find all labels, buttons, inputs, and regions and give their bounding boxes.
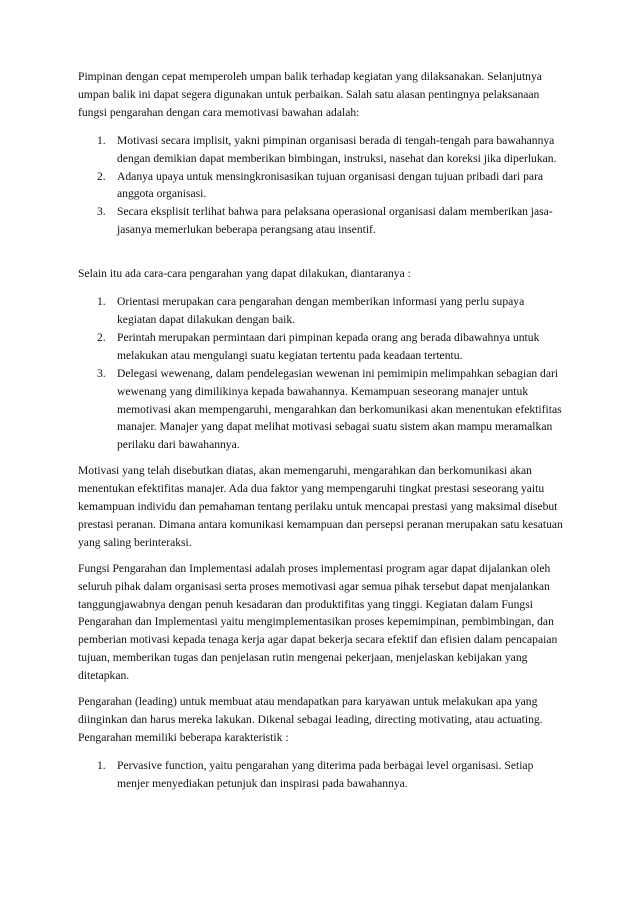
paragraph-5: Pengarahan (leading) untuk membuat atau mendapatkan para karyawan untuk melakukan apa yang diinginkan dan harus mereka lakukan. Dikenal sebagai leading, directing motivating, atau actuating. Pengarahan memiliki beberapa karakteristik : [78, 695, 543, 744]
list-number: 1. [97, 758, 106, 772]
list-3 [78, 757, 564, 793]
list-1-item-3 [78, 203, 564, 239]
list-item-text: Adanya upaya untuk mensingkronisasikan tujuan organisasi dengan tujuan pribadi dari para anggota organisasi. [117, 169, 544, 201]
list-item-text: Delegasi wewenang, dalam pendelegasian wewenan ini pemimipin melimpahkan sebagian dari wewenang yang dimilikinya kepada bawahannya. Kemampuan seseorang manajer untuk memotivasi akan mempengaruhi, mengarahkan dan berkomunikasi akan menentukan efektifitas manajer. Manajer yang dapat melihat motivasi sebagai suatu sistem akan mampu meramalkan perilaku dari bawahannya. [117, 366, 562, 452]
paragraph-1: Pimpinan dengan cepat memperoleh umpan balik terhadap kegiatan yang dilaksanakan. Selanjutnya umpan balik ini dapat segera digunakan untuk perbaikan. Salah satu alasan pentingnya pelaksanaan fungsi pengarahan dengan cara memotivasi bawahan adalah: [78, 70, 542, 119]
list-number: 3. [97, 366, 106, 380]
list-2 [78, 293, 564, 454]
list-number: 3. [97, 205, 106, 219]
list-item-text: Orientasi merupakan cara pengarahan dengan memberikan informasi yang perlu supaya kegiatan dapat dilakukan dengan baik. [117, 295, 525, 326]
list-item-text: Secara eksplisit terlihat bahwa para pelaksana operasional organisasi dalam memberikan jasa-jasanya memerlukan beberapa perangsang atau insentif. [117, 205, 553, 237]
list-2-item-3 [78, 365, 564, 455]
list-item-text: Perintah merupakan permintaan dari pimpinan kepada orang ang berada dibawahnya untuk melakukan atau mengulangi suatu kegiatan tertentu pada keadaan tertentu. [117, 330, 540, 362]
list-number: 2. [97, 169, 106, 183]
list-1-item-2 [78, 168, 564, 204]
list-1-item-1 [78, 132, 564, 168]
list-2-item-1 [78, 293, 564, 329]
document-page [78, 68, 564, 793]
list-2-item-2 [78, 329, 564, 365]
list-number: 1. [97, 295, 106, 309]
paragraph-2: Selain itu ada cara-cara pengarahan yang dapat dilakukan, diantaranya : [78, 267, 411, 281]
list-3-item-1 [78, 757, 564, 793]
paragraph-4: Fungsi Pengarahan dan Implementasi adalah proses implementasi program agar dapat dijalankan oleh seluruh pihak dalam organisasi serta proses memotivasi agar semua pihak tersebut dapat menjalankan tanggungjawabnya dengan penuh kesadaran dan produktifitas yang tinggi. Kegiatan dalam Fungsi Pengarahan dan Implementasi yaitu mengimplementasikan proses kepemimpinan, pembimbingan, dan pemberian motivasi kepada tenaga kerja agar dapat bekerja secara efektif dan efisien dalam pencapaian tujuan, memberikan tugas dan penjelasan rutin mengenai pekerjaan, menjelaskan kebijakan yang ditetapkan. [78, 561, 558, 683]
paragraph-3: Motivasi yang telah disebutkan diatas, akan memengaruhi, mengarahkan dan berkomunikasi akan menentukan efektifitas manajer. Ada dua faktor yang mempengaruhi tingkat prestasi seseorang yaitu kemampuan individu dan pemahaman tentang perilaku untuk mencapai prestasi yang maksimal disebut prestasi peranan. Dimana antara komunikasi kemampuan dan persepsi peranan merupakan satu kesatuan yang saling berinteraksi. [78, 464, 563, 549]
list-item-text: Pervasive function, yaitu pengarahan yang diterima pada berbagai level organisasi. Setiap menjer menyediakan petunjuk dan inspirasi pada bawahannya. [117, 758, 534, 790]
list-number: 2. [97, 330, 106, 344]
list-item-text: Motivasi secara implisit, yakni pimpinan organisasi berada di tengah-tengah para bawahannya dengan demikian dapat memberikan bimbingan, instruksi, nasehat dan koreksi jika diperlukan. [117, 133, 557, 165]
list-number: 1. [97, 133, 106, 147]
list-1 [78, 132, 564, 239]
